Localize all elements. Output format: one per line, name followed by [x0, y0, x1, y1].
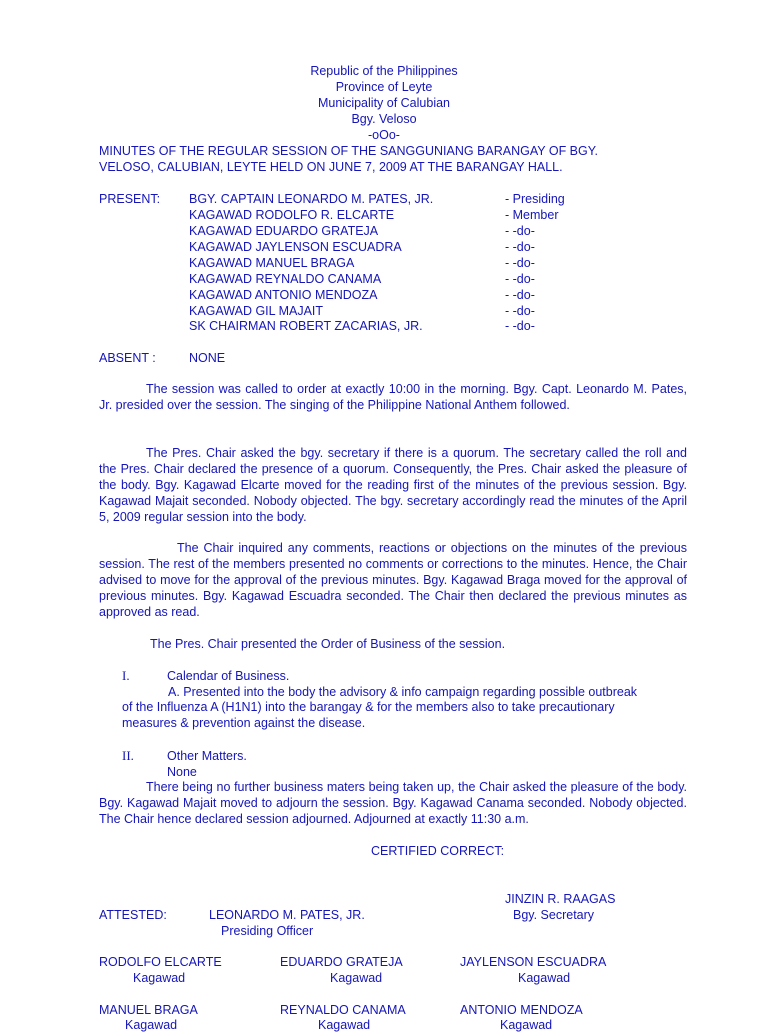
certified-correct-label: CERTIFIED CORRECT: — [371, 844, 505, 858]
present-label: PRESENT: — [99, 192, 161, 206]
business-item-1-a-line1: A. Presented into the body the advisory & info campaign regarding possible outbreak — [168, 685, 638, 699]
header-divider: -oOo- — [368, 128, 400, 142]
business-item-2-value: None — [167, 765, 197, 779]
present-member-name: KAGAWAD MANUEL BRAGA — [189, 256, 355, 270]
signatory-title: Kagawad — [133, 971, 186, 985]
presiding-officer-name: LEONARDO M. PATES, JR. — [209, 908, 365, 922]
secretary-name: JINZIN R. RAAGAS — [505, 892, 616, 906]
present-member-role: - -do- — [505, 272, 535, 286]
present-member-role: - Member — [505, 208, 559, 222]
present-member-role: - Presiding — [505, 192, 565, 206]
signatory-title: Kagawad — [125, 1018, 178, 1032]
business-item-1-a-line2: of the Influenza A (H1N1) into the barangay & for the members also to take precautionary — [122, 700, 615, 714]
present-member-role: - -do- — [505, 288, 535, 302]
present-member-role: - -do- — [505, 319, 535, 333]
signatory-name: JAYLENSON ESCUADRA — [460, 955, 607, 969]
header-barangay: Bgy. Veloso — [351, 112, 417, 126]
paragraph-text: The Pres. Chair asked the bgy. secretary if there is a quorum. The secretary called the roll and the Pres. Chair declared the presence of a quorum. Consequently, the Pres. Chair asked the pleasure of the body. Bgy. Kagawad Elcarte moved for the reading first of the minutes of the previous session. Bgy. Kagawad Majait seconded. Nobody objected. The bgy. secretary accordingly read the minutes of the April 5, 2009 regular session into the body. — [99, 446, 687, 524]
signatory-title: Kagawad — [330, 971, 383, 985]
attested-label: ATTESTED: — [99, 908, 167, 922]
signatory-name: EDUARDO GRATEJA — [280, 955, 403, 969]
present-member-name: KAGAWAD GIL MAJAIT — [189, 304, 324, 318]
absent-value: NONE — [189, 351, 226, 365]
signatory-name: ANTONIO MENDOZA — [460, 1003, 583, 1017]
absent-label: ABSENT : — [99, 351, 156, 365]
business-item-2-number: II. — [122, 748, 134, 763]
present-member-role: - -do- — [505, 224, 535, 238]
signatory-name: RODOLFO ELCARTE — [99, 955, 222, 969]
minutes-title-line1: MINUTES OF THE REGULAR SESSION OF THE SANGGUNIANG BARANGAY OF BGY. — [99, 144, 598, 158]
business-item-2-title: Other Matters. — [167, 749, 247, 763]
business-item-1-number: I. — [122, 668, 130, 683]
paragraph-order-of-business: The Pres. Chair presented the Order of Business of the session. — [150, 637, 506, 651]
paragraph-call-to-order — [99, 381, 687, 413]
minutes-title-line2: VELOSO, CALUBIAN, LEYTE HELD ON JUNE 7, 2009 AT THE BARANGAY HALL. — [99, 160, 563, 174]
present-member-name: BGY. CAPTAIN LEONARDO M. PATES, JR. — [189, 192, 434, 206]
paragraph-text: There being no further business maters being taken up, the Chair asked the pleasure of the body. Bgy. Kagawad Majait moved to adjourn the session. Bgy. Kagawad Canama seconded. Nobody objected. The Chair hence declared session adjourned. Adjourned at exactly 11:30 a.m. — [99, 780, 687, 826]
present-member-role: - -do- — [505, 256, 535, 270]
secretary-title: Bgy. Secretary — [513, 908, 595, 922]
paragraph-adjournment — [99, 779, 687, 827]
header-republic: Republic of the Philippines — [310, 64, 458, 78]
presiding-officer-title: Presiding Officer — [221, 924, 314, 938]
present-member-role: - -do- — [505, 304, 535, 318]
header-municipality: Municipality of Calubian — [317, 96, 450, 110]
paragraph-text: The Chair inquired any comments, reactions or objections on the minutes of the previous session. The rest of the members presented no comments or corrections to the minutes. Hence, the Chair advised to move for the approval of the previous minutes. Bgy. Kagawad Braga moved for the approval of previous minutes. Bgy. Kagawad Escuadra seconded. The Chair then declared the previous minutes as approved as read. — [99, 541, 687, 619]
business-item-1-a-line3: measures & prevention against the disease. — [122, 716, 366, 730]
signatory-title: Kagawad — [500, 1018, 553, 1032]
signatory-name: REYNALDO CANAMA — [280, 1003, 406, 1017]
present-member-name: KAGAWAD JAYLENSON ESCUADRA — [189, 240, 402, 254]
paragraph-text: The session was called to order at exactly 10:00 in the morning. Bgy. Capt. Leonardo M. Pates, Jr. presided over the session. The singing of the Philippine National Anthem followed. — [99, 382, 687, 412]
business-item-1-title: Calendar of Business. — [167, 669, 290, 683]
present-member-name: KAGAWAD REYNALDO CANAMA — [189, 272, 382, 286]
signatory-title: Kagawad — [318, 1018, 371, 1032]
paragraph-quorum — [99, 445, 687, 525]
signatory-name: MANUEL BRAGA — [99, 1003, 198, 1017]
present-member-name: SK CHAIRMAN ROBERT ZACARIAS, JR. — [189, 319, 423, 333]
present-member-role: - -do- — [505, 240, 535, 254]
present-member-name: KAGAWAD ANTONIO MENDOZA — [189, 288, 378, 302]
header-province: Province of Leyte — [335, 80, 433, 94]
present-member-name: KAGAWAD RODOLFO R. ELCARTE — [189, 208, 395, 222]
signatory-title: Kagawad — [518, 971, 571, 985]
present-member-name: KAGAWAD EDUARDO GRATEJA — [189, 224, 379, 238]
paragraph-previous-minutes — [99, 540, 687, 620]
